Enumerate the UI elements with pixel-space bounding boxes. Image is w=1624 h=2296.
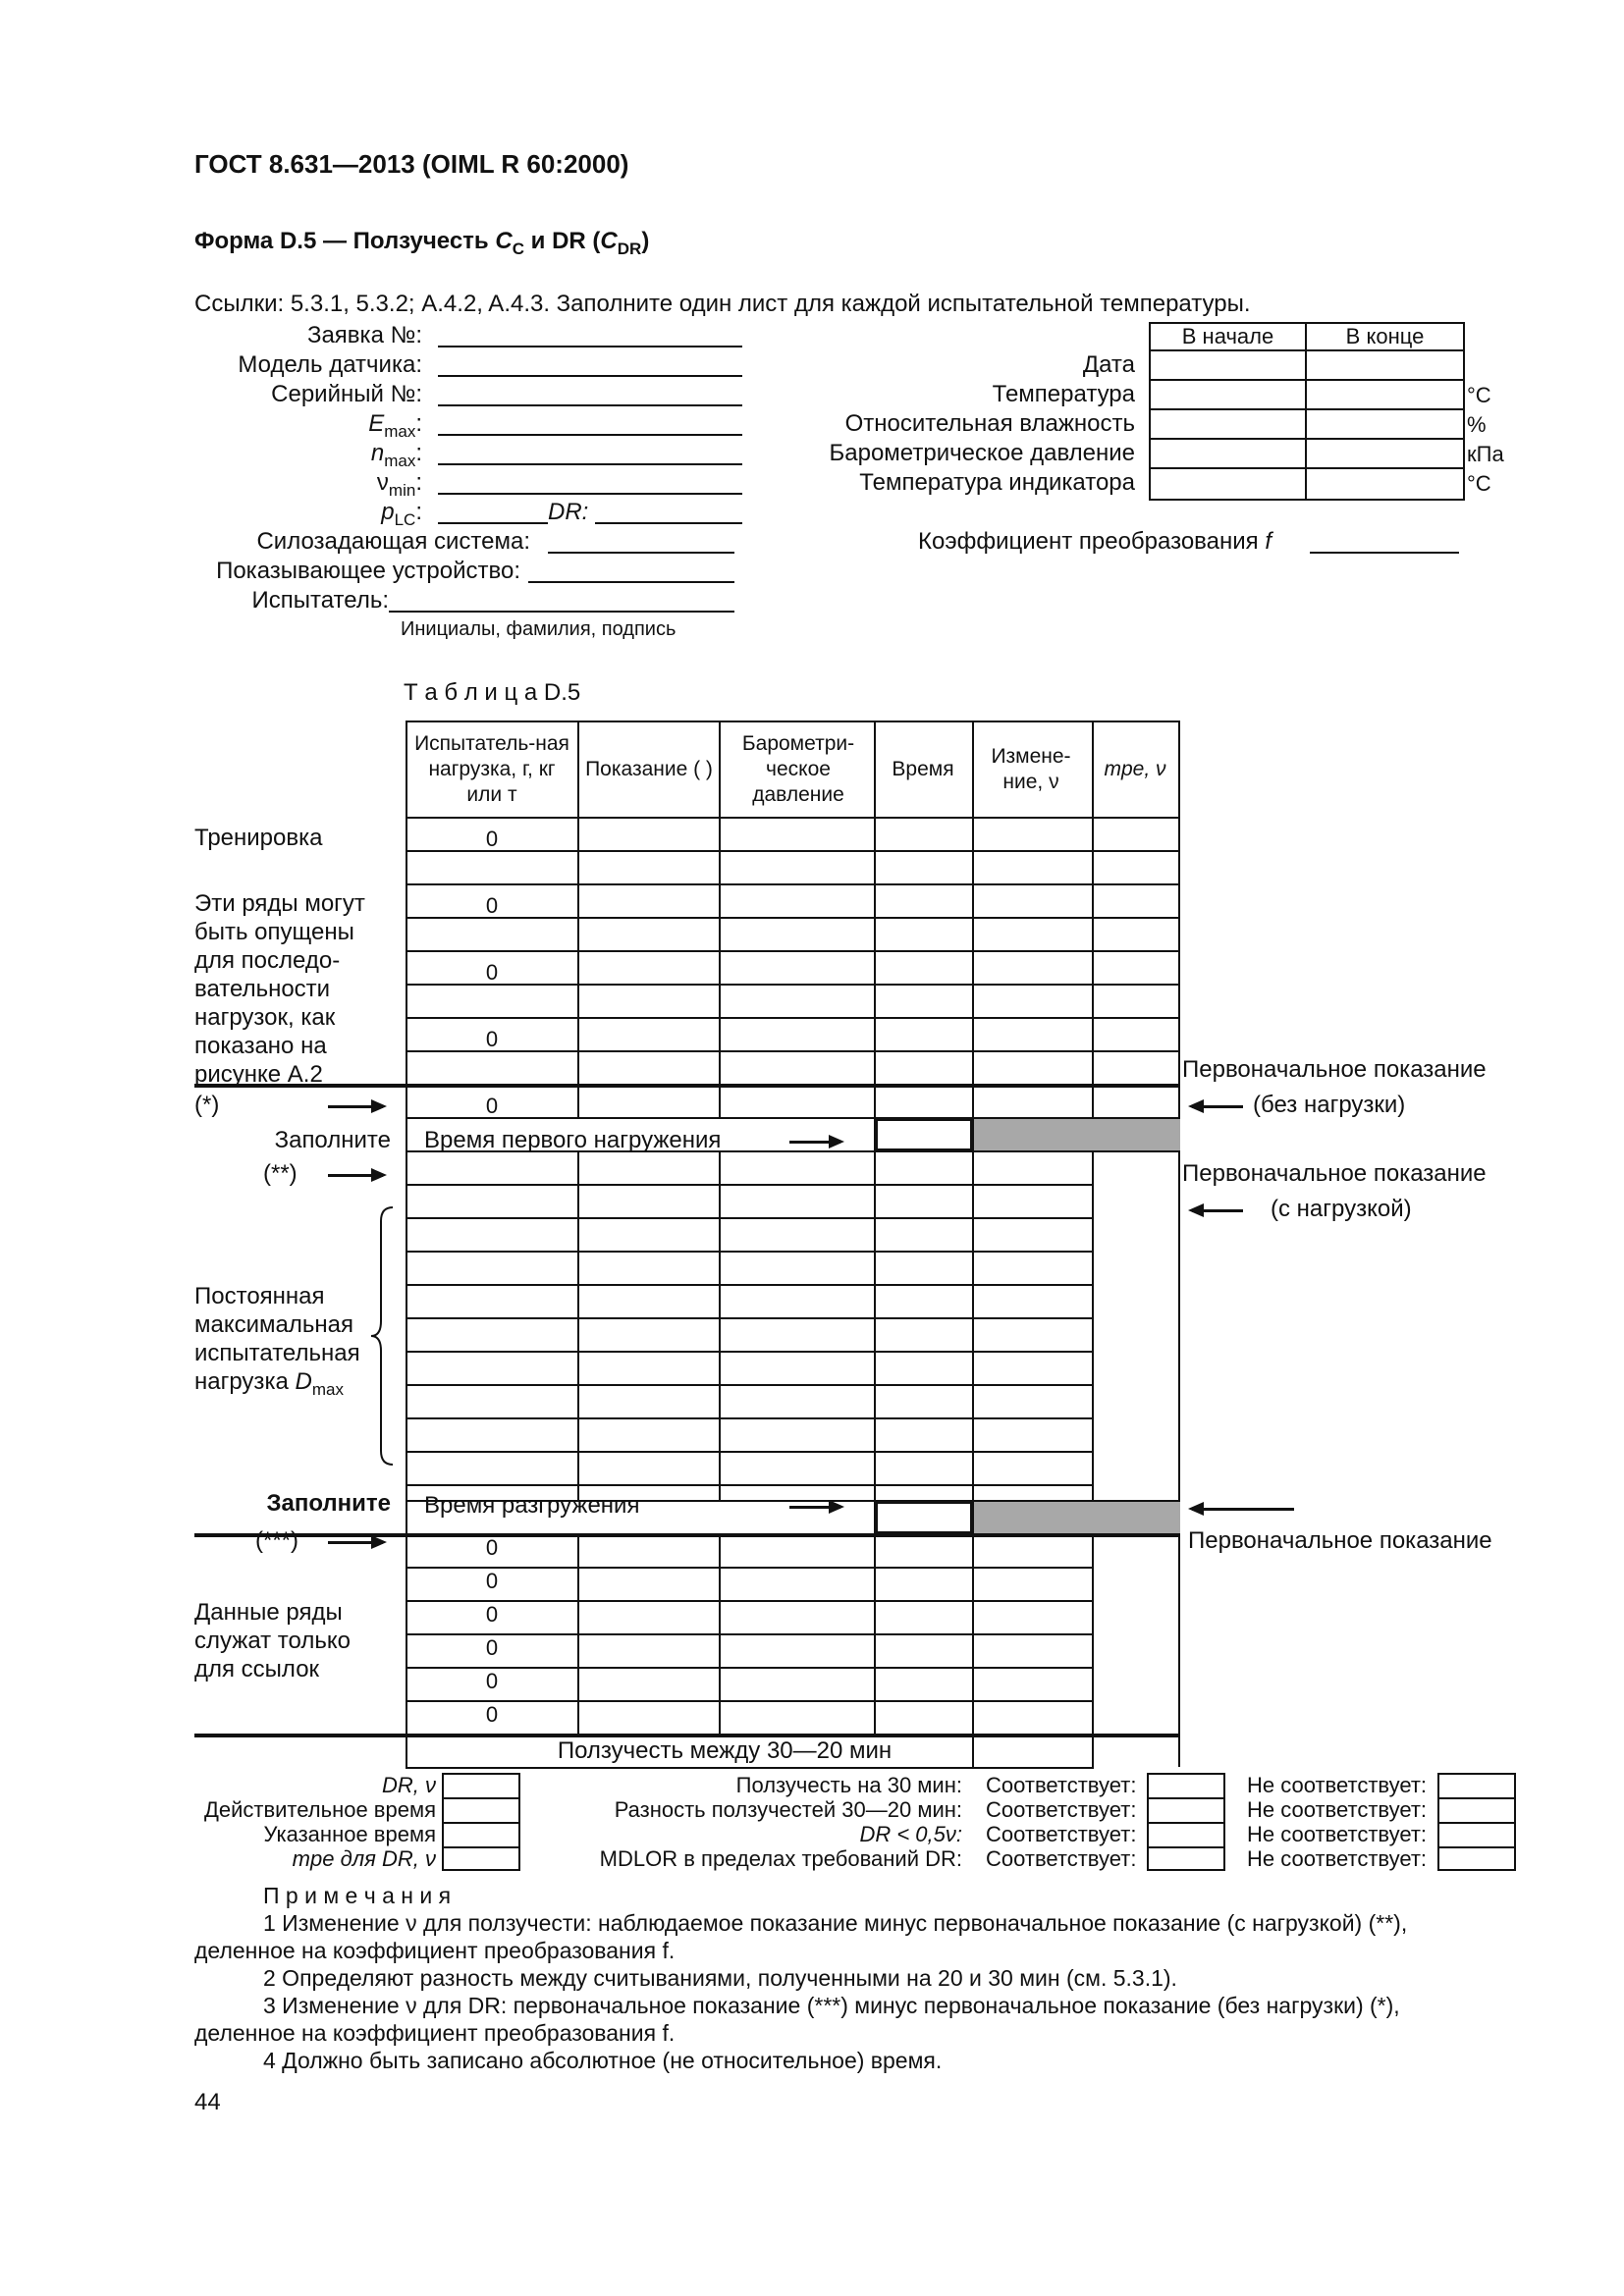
references: Ссылки: 5.3.1, 5.3.2; A.4.2, A.4.3. Заполните один лист для каждой испытательной температуры. bbox=[194, 291, 1251, 317]
vmin-symbol: ν bbox=[376, 469, 389, 496]
first-load-time-label: Время первого нагружения bbox=[424, 1127, 722, 1153]
shaded-cell bbox=[974, 1502, 1180, 1533]
header-baro: Барометри-ческое давление bbox=[741, 732, 855, 806]
header-load: Испытатель-ная нагрузка, г, кг или т bbox=[414, 732, 569, 806]
table-col-line bbox=[972, 721, 974, 1117]
emax-label: $E_{max}$: bbox=[368, 410, 422, 441]
unload-time-box bbox=[874, 1500, 974, 1535]
no-load-label: (без нагрузки) bbox=[1253, 1092, 1406, 1118]
table-row-line bbox=[406, 1317, 1093, 1319]
table-row-line bbox=[406, 1251, 1093, 1253]
arrow-right-icon bbox=[328, 1174, 383, 1177]
cond-label-pressure: Барометрическое давление bbox=[829, 440, 1135, 466]
table-thick-line bbox=[194, 1533, 1180, 1537]
summary-box-line bbox=[1147, 1797, 1225, 1799]
zero-value: 0 bbox=[485, 1094, 499, 1118]
conditions-row-line bbox=[1149, 379, 1465, 381]
summary-mpe-dr-label: mpe для DR, ν bbox=[292, 1846, 436, 1871]
dmax-sub: max bbox=[311, 1379, 344, 1399]
conditions-row-line bbox=[1149, 438, 1465, 440]
plc-label: $p_{LC}$: bbox=[381, 499, 422, 529]
conversion-label bbox=[918, 528, 1272, 556]
summary-box-line bbox=[442, 1797, 520, 1799]
summary-indicated-time-label: Указанное время bbox=[263, 1822, 436, 1846]
header-time: Время bbox=[892, 758, 954, 780]
page-number: 44 bbox=[194, 2089, 221, 2115]
table-col-line bbox=[406, 721, 407, 1769]
table-caption: Т а б л и ц а D.5 bbox=[404, 679, 581, 706]
arrow-left-icon bbox=[1192, 1105, 1243, 1108]
initial-reading-label: Первоначальное показание bbox=[1182, 1056, 1487, 1083]
cond-label-indicator-temp: Температура индикатора bbox=[859, 469, 1135, 496]
not-complies-label: Не соответствует: bbox=[1247, 1846, 1428, 1871]
summary-creep-30: Ползучесть на 30 мин: bbox=[735, 1773, 962, 1797]
vmin-sub: min bbox=[388, 480, 416, 500]
table-col-line bbox=[577, 1150, 579, 1500]
cond-unit-humidity: % bbox=[1467, 412, 1487, 437]
signature-hint: Инициалы, фамилия, подпись bbox=[401, 618, 677, 640]
cond-label-temperature: Температура bbox=[992, 381, 1135, 407]
table-col-line bbox=[577, 1533, 579, 1734]
application-label: Заявка №: bbox=[306, 322, 422, 348]
note-4: 4 Должно быть записано абсолютное (не относительное) время. bbox=[263, 2048, 943, 2073]
summary-dr-check: DR < 0,5ν: bbox=[859, 1822, 962, 1846]
zero-value: 0 bbox=[485, 1027, 499, 1051]
star2-label: (**) bbox=[263, 1160, 298, 1187]
table-row-line bbox=[406, 883, 1180, 885]
table-row-line bbox=[406, 1217, 1093, 1219]
cond-label-date: Дата bbox=[1082, 351, 1135, 378]
form-title-cdr-sub: DR bbox=[617, 239, 642, 258]
table-col-line bbox=[1092, 721, 1094, 1769]
summary-actual-time-label: Действительное время bbox=[203, 1797, 436, 1822]
zero-value: 0 bbox=[485, 1535, 499, 1560]
table-col-line bbox=[972, 1533, 974, 1734]
form-title-cc-sub: C bbox=[512, 239, 524, 258]
arrow-right-icon bbox=[328, 1541, 383, 1544]
arrow-right-icon bbox=[328, 1105, 383, 1108]
summary-creep-diff: Разность ползучестей 30—20 мин: bbox=[614, 1797, 962, 1822]
not-complies-label: Не соответствует: bbox=[1247, 1797, 1428, 1822]
initial-reading-label: Первоначальное показание bbox=[1182, 1160, 1487, 1187]
tester-field[interactable] bbox=[389, 611, 734, 613]
emax-symbol: E bbox=[368, 410, 385, 437]
table-border bbox=[406, 721, 1180, 722]
serial-field[interactable] bbox=[438, 404, 742, 406]
table-row-line bbox=[406, 1767, 1093, 1769]
table-row-line bbox=[406, 1384, 1093, 1386]
fill-bold-label: Заполните bbox=[266, 1490, 391, 1517]
nmax-field[interactable] bbox=[438, 463, 742, 465]
complies-label: Соответствует: bbox=[986, 1773, 1137, 1797]
dr-field[interactable] bbox=[595, 522, 742, 524]
arrow-right-icon bbox=[789, 1506, 840, 1509]
dmax-symbol: D bbox=[295, 1368, 312, 1395]
plc-sub: LC bbox=[394, 509, 416, 529]
nmax-label: $n_{max}$: bbox=[370, 440, 422, 470]
vmin-field[interactable] bbox=[438, 493, 742, 495]
table-row-line bbox=[406, 1184, 1093, 1186]
table-col-line bbox=[719, 721, 721, 1117]
summary-dr-label: DR, ν bbox=[382, 1773, 436, 1797]
summary-box-line bbox=[1437, 1797, 1516, 1799]
form-title-cdr: C bbox=[600, 228, 618, 254]
table-col-line bbox=[1178, 721, 1180, 1767]
zero-value: 0 bbox=[485, 1702, 499, 1727]
constant-load-text: Постоянная максимальная испытательная нагрузка bbox=[194, 1283, 360, 1395]
conversion-text: Коэффициент преобразования bbox=[918, 528, 1259, 555]
reference-rows-label: Данные ряды служат только для ссылок bbox=[194, 1599, 351, 1682]
conditions-row-line bbox=[1149, 408, 1465, 410]
serial-label: Серийный №: bbox=[271, 381, 422, 407]
conversion-field[interactable] bbox=[1310, 552, 1459, 554]
summary-box-line bbox=[1437, 1846, 1516, 1848]
form-title-mid: и DR ( bbox=[530, 228, 601, 254]
nmax-symbol: n bbox=[370, 440, 385, 466]
star3-label: (***) bbox=[255, 1527, 299, 1554]
summary-box-line bbox=[1147, 1822, 1225, 1824]
training-label: Тренировка bbox=[194, 825, 323, 851]
star1-label: (*) bbox=[194, 1092, 220, 1118]
zero-value: 0 bbox=[485, 893, 499, 918]
note-3b: деленное на коэффициент преобразования f. bbox=[194, 2020, 676, 2046]
standard-title: ГОСТ 8.631—2013 (OIML R 60:2000) bbox=[194, 149, 629, 179]
indicator-field[interactable] bbox=[528, 581, 734, 583]
header-change: Измене-ние, ν bbox=[991, 745, 1071, 793]
table-row-line bbox=[406, 1451, 1093, 1453]
complies-label: Соответствует: bbox=[986, 1822, 1137, 1846]
optional-rows-label: Эти ряды могут быть опущены для последо-вательности нагрузок, как показано на рисунке A.2 bbox=[194, 890, 365, 1088]
table-row-line bbox=[406, 950, 1180, 952]
form-title-cc: C bbox=[495, 228, 513, 254]
summary-box-line bbox=[442, 1846, 520, 1848]
emax-field[interactable] bbox=[438, 434, 742, 436]
table-row-line bbox=[406, 1284, 1093, 1286]
emax-sub: max bbox=[384, 421, 416, 441]
table-row-line bbox=[406, 1017, 1180, 1019]
model-field[interactable] bbox=[438, 375, 742, 377]
table-row-line bbox=[406, 1484, 1093, 1486]
header-mpe: mpe, ν bbox=[1104, 758, 1166, 780]
vmin-label: $\nu_{min}$: bbox=[376, 469, 422, 500]
note-1a: 1 Изменение ν для ползучести: наблюдаемое показание минус первоначальное показание (с нагрузкой) (**), bbox=[263, 1910, 1408, 1936]
constant-load-label bbox=[194, 1282, 371, 1404]
arrow-left-icon bbox=[1192, 1209, 1243, 1212]
zero-value: 0 bbox=[485, 1669, 499, 1693]
zero-value: 0 bbox=[485, 960, 499, 985]
conditions-row-line bbox=[1149, 467, 1465, 469]
cond-unit-indicator-temp: °C bbox=[1467, 471, 1491, 496]
indicator-label: Показывающее устройство: bbox=[216, 558, 520, 584]
table-header-line bbox=[406, 817, 1180, 819]
summary-box-line bbox=[1437, 1822, 1516, 1824]
note-2: 2 Определяют разность между считываниями, полученными на 20 и 30 мин (см. 5.3.1). bbox=[263, 1965, 1177, 1991]
summary-mdlor: MDLOR в пределах требований DR: bbox=[599, 1846, 962, 1871]
first-load-time-box bbox=[874, 1117, 974, 1152]
tester-label: Испытатель: bbox=[251, 587, 389, 614]
table-row-line bbox=[406, 1351, 1093, 1353]
zero-value: 0 bbox=[485, 1569, 499, 1593]
arrow-left-icon bbox=[1192, 1508, 1294, 1511]
with-load-label: (с нагрузкой) bbox=[1271, 1196, 1412, 1222]
table-col-line bbox=[972, 1150, 974, 1500]
cond-unit-pressure: кПа bbox=[1467, 442, 1504, 466]
creep-30-20-label: Ползучесть между 30—20 мин bbox=[557, 1737, 893, 1764]
form-title-end: ) bbox=[641, 228, 650, 254]
table-row-line bbox=[406, 1417, 1093, 1419]
unload-time-label: Время разгружения bbox=[424, 1492, 640, 1519]
nmax-sub: max bbox=[384, 451, 416, 470]
conditions-row-line bbox=[1149, 349, 1465, 351]
table-col-line bbox=[874, 1150, 876, 1500]
table-col-line bbox=[719, 1150, 721, 1500]
complies-label: Соответствует: bbox=[986, 1797, 1137, 1822]
dr-label: DR: bbox=[548, 499, 589, 525]
summary-box-line bbox=[442, 1822, 520, 1824]
notes-title: П р и м е ч а н и я bbox=[263, 1883, 452, 1908]
model-label: Модель датчика: bbox=[238, 351, 422, 378]
form-title-prefix: Форма D.5 — Ползучесть bbox=[194, 228, 489, 254]
zero-value: 0 bbox=[485, 1602, 499, 1627]
not-complies-label: Не соответствует: bbox=[1247, 1773, 1428, 1797]
application-field[interactable] bbox=[438, 346, 742, 347]
zero-value: 0 bbox=[485, 1635, 499, 1660]
note-1b: деленное на коэффициент преобразования f. bbox=[194, 1938, 676, 1963]
curly-brace-icon bbox=[369, 1205, 399, 1467]
cond-unit-temperature: °C bbox=[1467, 383, 1491, 407]
form-title bbox=[194, 228, 649, 259]
shaded-cell bbox=[974, 1119, 1180, 1150]
fill-label: Заполните bbox=[274, 1127, 391, 1153]
zero-value: 0 bbox=[485, 827, 499, 851]
not-complies-label: Не соответствует: bbox=[1247, 1822, 1428, 1846]
plc-field[interactable] bbox=[438, 522, 548, 524]
initial-reading-label: Первоначальное показание bbox=[1188, 1527, 1492, 1554]
complies-label: Соответствует: bbox=[986, 1846, 1137, 1871]
plc-symbol: p bbox=[381, 499, 395, 525]
conversion-f: f bbox=[1265, 528, 1272, 555]
header-reading: Показание ( ) bbox=[585, 758, 713, 780]
cond-label-humidity: Относительная влажность bbox=[844, 410, 1135, 437]
table-col-line bbox=[719, 1533, 721, 1734]
note-3a: 3 Изменение ν для DR: первоначальное показание (***) минус первоначальное показание (без нагрузки) (*), bbox=[263, 1993, 1400, 2018]
force-system-field[interactable] bbox=[548, 552, 734, 554]
force-system-label: Силозадающая система: bbox=[256, 528, 530, 555]
table-col-line bbox=[972, 1734, 974, 1767]
summary-box-line bbox=[1147, 1846, 1225, 1848]
table-col-line bbox=[874, 1533, 876, 1734]
col-start-header: В начале bbox=[1181, 324, 1274, 348]
arrow-right-icon bbox=[789, 1141, 840, 1144]
col-end-header: В конце bbox=[1345, 324, 1425, 348]
